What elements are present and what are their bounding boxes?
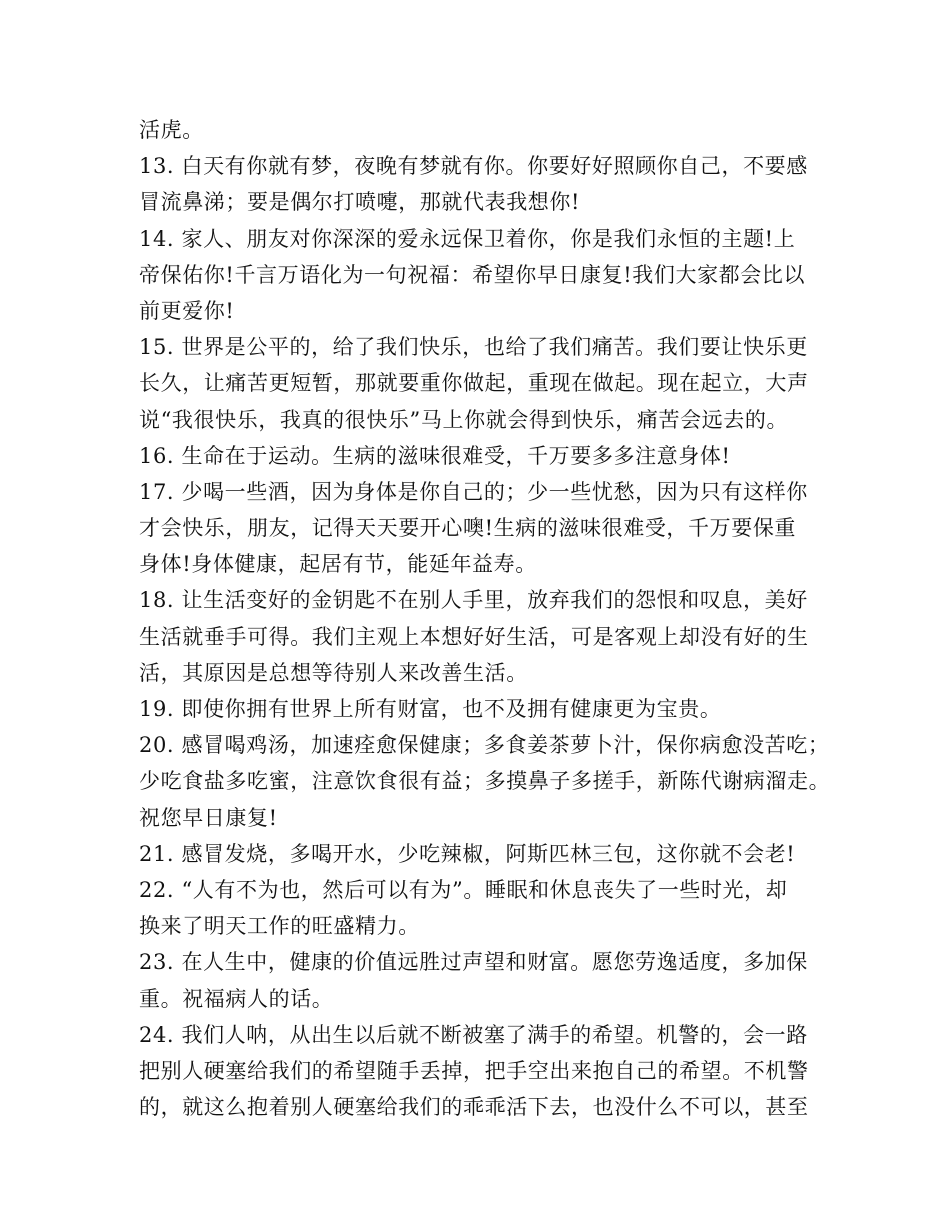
text-line: 15. 世界是公平的，给了我们快乐，也给了我们痛苦。我们要让快乐更 — [139, 335, 808, 360]
text-line: 的，就这么抱着别人硬塞给我们的乖乖活下去，也没什么不可以，甚至 — [139, 1095, 809, 1120]
text-line: 17. 少喝一些酒，因为身体是你自己的；少一些忧愁，因为只有这样你 — [139, 479, 808, 504]
text-line: 18. 让生活变好的金钥匙不在别人手里，放弃我们的怨恨和叹息，美好 — [139, 588, 808, 613]
text-line: 20. 感冒喝鸡汤，加速痊愈保健康；多食姜茶萝卜汁，保你病愈没苦吃； — [139, 733, 830, 758]
text-line: 把别人硬塞给我们的希望随手丢掉，把手空出来抱自己的希望。不机警 — [139, 1058, 809, 1083]
text-line: 身体!身体健康，起居有节，能延年益寿。 — [139, 552, 537, 577]
text-line: 19. 即使你拥有世界上所有财富，也不及拥有健康更为宝贵。 — [139, 697, 722, 721]
text-line: 活虎。 — [139, 118, 204, 142]
text-line: 祝您早日康复! — [139, 805, 278, 830]
text-line: 帝保佑你!千言万语化为一句祝福：希望你早日康复!我们大家都会比以 — [139, 262, 806, 287]
text-line: 13. 白天有你就有梦，夜晚有梦就有你。你要好好照顾你自己，不要感 — [139, 154, 808, 179]
text-line: 前更爱你! — [139, 298, 235, 323]
text-line: 才会快乐，朋友，记得天天要开心噢!生病的滋味很难受，千万要保重 — [139, 516, 797, 541]
text-line: 21. 感冒发烧，多喝开水，少吃辣椒，阿斯匹林三包，这你就不会老! — [139, 841, 796, 866]
text-line: 重。祝福病人的话。 — [139, 986, 334, 1011]
text-line: 22. “人有不为也，然后可以有为”。睡眠和休息丧失了一些时光，却 — [139, 877, 788, 902]
document-body-text — [139, 112, 829, 1125]
text-line: 16. 生命在于运动。生病的滋味很难受，千万要多多注意身体! — [139, 443, 731, 468]
text-line: 24. 我们人呐，从出生以后就不断被塞了满手的希望。机警的，会一路 — [139, 1022, 808, 1047]
text-line: 冒流鼻涕；要是偶尔打喷嚏，那就代表我想你! — [139, 190, 581, 215]
text-line: 说“我很快乐，我真的很快乐”马上你就会得到快乐，痛苦会远去的。 — [139, 407, 789, 432]
text-line: 14. 家人、朋友对你深深的爱永远保卫着你，你是我们永恒的主题!上 — [139, 226, 796, 251]
text-line: 长久，让痛苦更短暂，那就要重你做起，重现在做起。现在起立，大声 — [139, 371, 809, 396]
text-line: 生活就垂手可得。我们主观上本想好好生活，可是客观上却没有好的生 — [139, 624, 809, 649]
text-line: 少吃食盐多吃蜜，注意饮食很有益；多摸鼻子多搓手，新陈代谢病溜走。 — [139, 769, 831, 794]
text-line: 活，其原因是总想等待别人来改善生活。 — [139, 660, 528, 685]
text-line: 换来了明天工作的旺盛精力。 — [139, 914, 420, 939]
text-line: 23. 在人生中，健康的价值远胜过声望和财富。愿您劳逸适度，多加保 — [139, 950, 808, 975]
